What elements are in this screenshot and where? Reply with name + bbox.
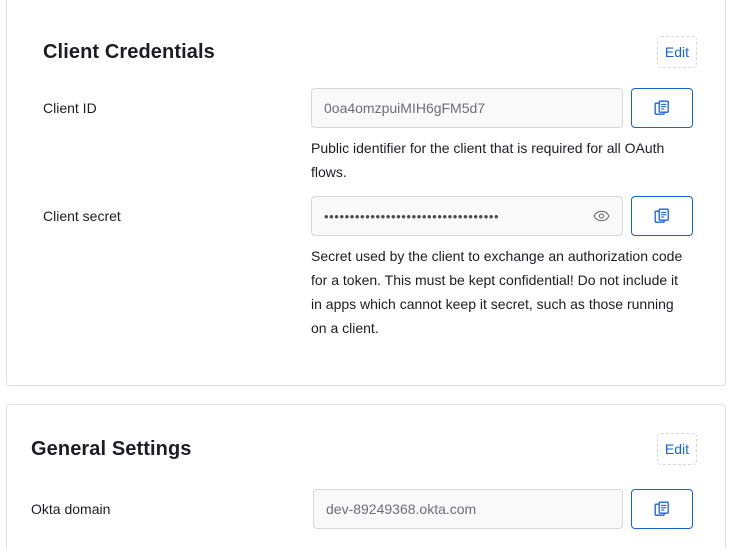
client-id-value: 0oa4omzpuiMIH6gFM5d7 (324, 100, 486, 116)
client-secret-input[interactable] (311, 196, 623, 236)
okta-domain-row (7, 489, 725, 529)
copy-client-id-button[interactable] (631, 88, 693, 128)
client-secret-help-text: Secret used by the client to exchange an authorization code for a token. This must be kept confidential! Do not include it in apps which cannot keep it secret, such as those running on a client. (311, 248, 683, 336)
copy-okta-domain-button[interactable] (631, 489, 693, 529)
copy-icon (654, 100, 671, 117)
client-secret-label: Client secret (43, 208, 121, 224)
page-title: Client Credentials (43, 41, 215, 63)
client-id-row (7, 88, 725, 184)
okta-domain-input[interactable] (313, 489, 623, 529)
client-credentials-header (7, 0, 725, 64)
edit-client-credentials-button[interactable]: Edit (661, 40, 693, 64)
okta-domain-label: Okta domain (31, 501, 111, 517)
okta-domain-field-main (313, 489, 693, 529)
client-credentials-panel (6, 0, 726, 386)
copy-icon (654, 208, 671, 225)
general-settings-panel (6, 404, 726, 549)
client-id-input[interactable] (311, 88, 623, 128)
client-secret-field-main (311, 196, 693, 340)
client-id-field-main (311, 88, 693, 184)
general-settings-header (7, 405, 725, 461)
client-id-help-text: Public identifier for the client that is required for all OAuth flows. (311, 140, 665, 180)
client-secret-row (7, 196, 725, 340)
eye-icon[interactable] (592, 207, 610, 225)
okta-domain-input-group (313, 489, 693, 529)
client-secret-value: •••••••••••••••••••••••••••••••••• (324, 208, 500, 224)
client-secret-input-group (311, 196, 693, 236)
client-id-label: Client ID (43, 100, 97, 116)
edit-general-settings-button[interactable]: Edit (661, 437, 693, 461)
okta-domain-value: dev-89249368.okta.com (326, 501, 477, 517)
general-settings-title: General Settings (31, 438, 192, 460)
client-id-input-group (311, 88, 693, 128)
copy-client-secret-button[interactable] (631, 196, 693, 236)
copy-icon (654, 501, 671, 518)
